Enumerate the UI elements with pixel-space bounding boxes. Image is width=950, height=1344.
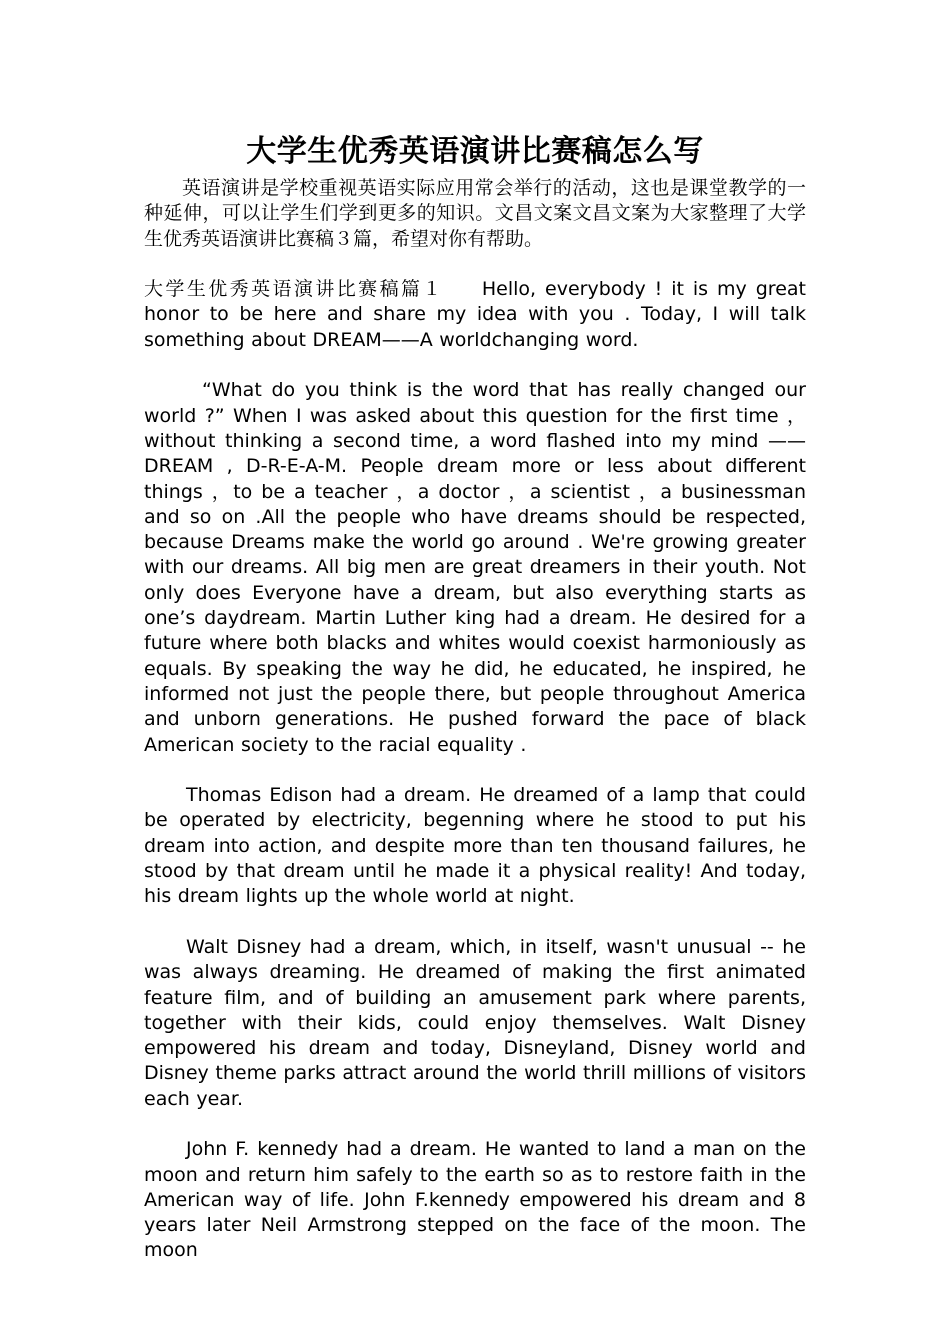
body-paragraph-1: “What do you think is the word that has really changed our world ?” When I was asked about this question for the first time ，without thinking a second time, a word flashed into my mind ——DREAM , D-R-E-A-M. People dream more or less about different things ，to be a teacher ，a doctor ，a scientist ，a businessman and so on .All the people who have dreams should be respected, because Dreams make the world go around . We're growing greater with our dreams. All big men are great dreamers in their youth. Not only does Everyone have a dream, but also everything starts as one’s daydream. Martin Luther king had a dream. He desired for a future where both blacks and whites would coexist harmoniously as equals. By speaking the way he did, he educated, he inspired, he informed not just the people there, but people throughout America and unborn generations. He pushed forward the pace of black American society to the racial equality .	[144, 379, 806, 756]
section-first-text: Hello, everybody ! it is my great honor to be here and share my idea with you . Today, I will talk something about DREAM——A worldchanging word.	[144, 278, 806, 351]
document-body	[144, 130, 806, 1264]
paragraph-gap	[144, 1112, 806, 1137]
paragraph-gap	[144, 353, 806, 378]
page-title: 大学生优秀英语演讲比赛稿怎么写	[246, 134, 704, 169]
body-paragraph-2: Thomas Edison had a dream. He dreamed of a lamp that could be operated by electricity, begenning where he stood to put his dream into action, and despite more than ten thousand failures, he stood by that dream until he made it a physical reality! And today, his dream lights up the whole world at night.	[144, 784, 806, 908]
paragraph-gap	[144, 758, 806, 783]
section-heading: 大学生优秀英语演讲比赛稿篇１	[144, 278, 444, 301]
intro-paragraph: 英语演讲是学校重视英语实际应用常会举行的活动，这也是课堂教学的一种延伸，可以让学生们学到更多的知识。文昌文案文昌文案为大家整理了大学生优秀英语演讲比赛稿３篇，希望对你有帮助。	[144, 177, 806, 250]
paragraph-gap	[144, 252, 806, 277]
paragraph-gap	[144, 910, 806, 935]
body-paragraph-4: John F. kennedy had a dream. He wanted to land a man on the moon and return him safely to the earth so as to restore faith in the American way of life. John F.kennedy empowered his dream and 8 years later Neil Armstrong stepped on the face of the moon. The moon	[144, 1138, 806, 1262]
body-paragraph-3: Walt Disney had a dream, which, in itself, wasn't unusual -- he was always dreaming. He dreamed of making the first animated feature film, and of building an amusement park where parents, together with their kids, could enjoy themselves. Walt Disney empowered his dream and today, Disneyland, Disney world and Disney theme parks attract around the world thrill millions of visitors each year.	[144, 935, 806, 1110]
section-paragraph	[144, 277, 806, 353]
